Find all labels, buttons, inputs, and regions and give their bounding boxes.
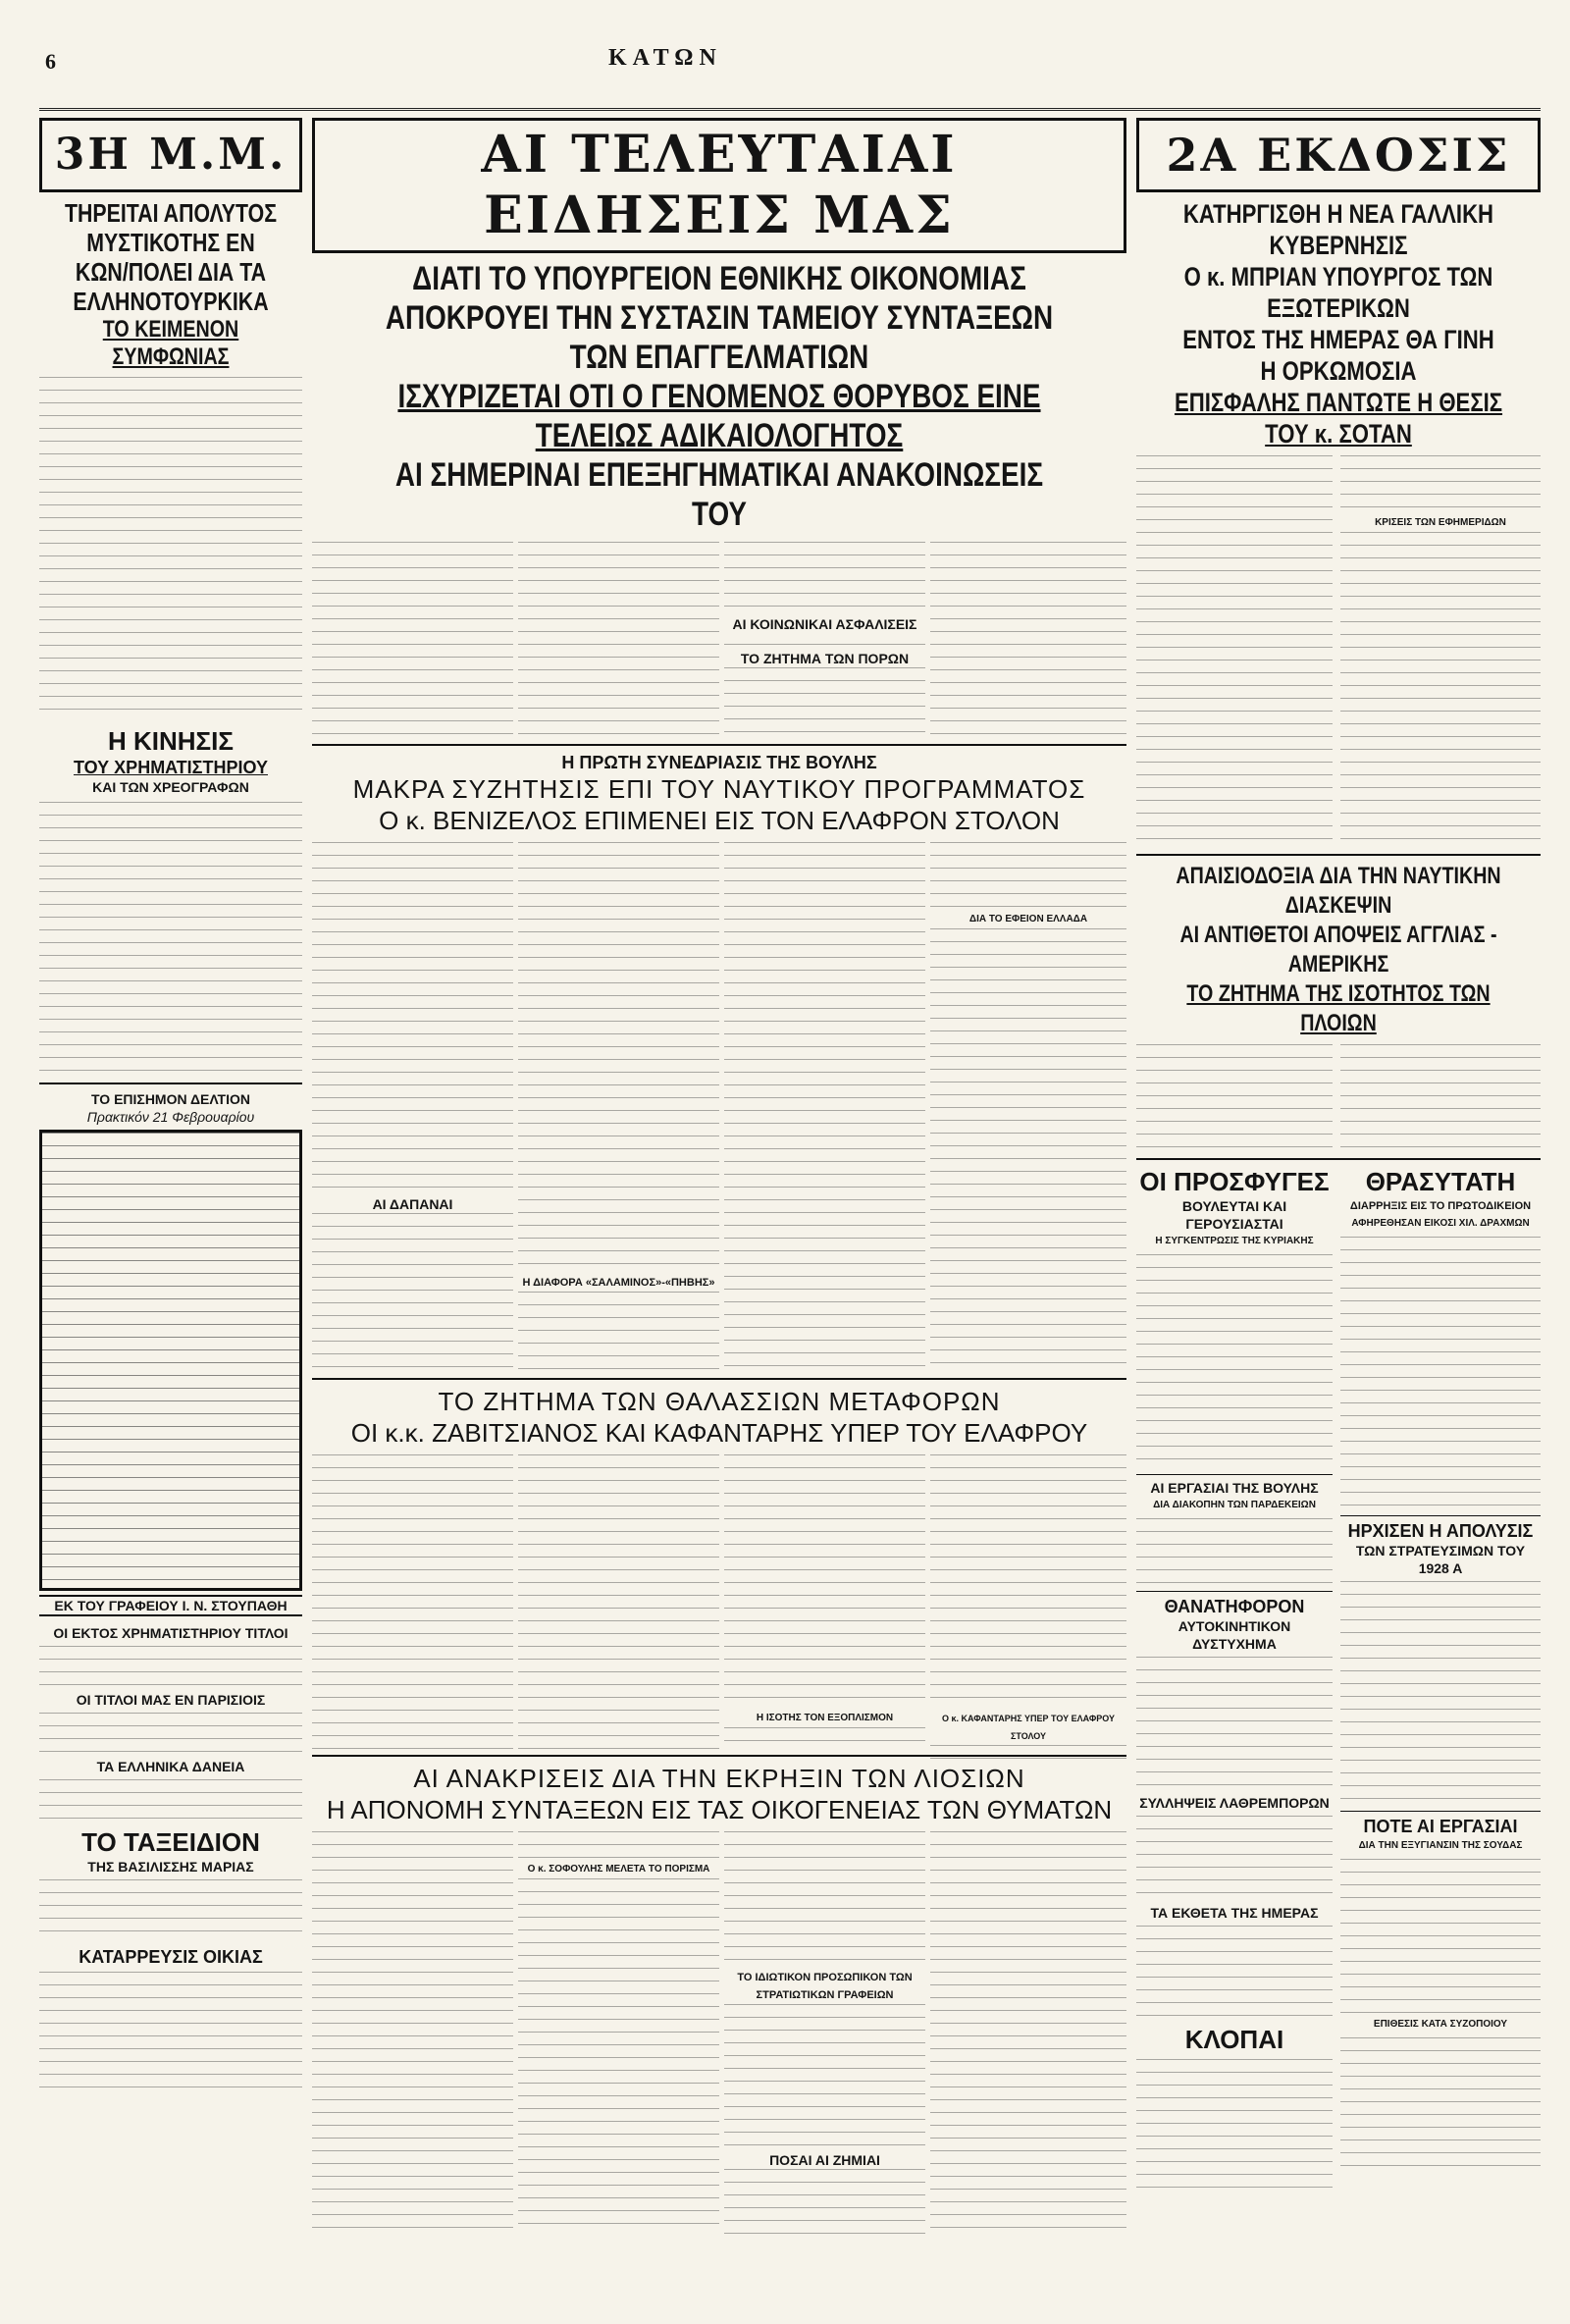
thanatiforon-heading: ΘΑΝΑΤΗΦΟΡΟΝ: [1164, 1597, 1305, 1616]
prosfyges-subheading: ΒΟΥΛΕΥΤΑΙ ΚΑΙ ΓΕΡΟΥΣΙΑΣΤΑΙ: [1181, 1198, 1287, 1232]
naftiki-headline-2: ΑΙ ΑΝΤΙΘΕΤΟΙ ΑΠΟΨΕΙΣ ΑΓΓΛΙΑΣ - ΑΜΕΡΙΚΗΣ: [1179, 922, 1497, 977]
asfaliseis-subheading: ΑΙ ΚΟΙΝΩΝΙΚΑΙ ΑΣΦΑΛΙΣΕΙΣ: [724, 615, 925, 633]
thrasytati-subheading: ΔΙΑΡΡΗΞΙΣ ΕΙΣ ΤΟ ΠΡΩΤΟΔΙΚΕΙΟΝ: [1349, 1200, 1532, 1212]
vouli-headline-2: Ο κ. ΒΕΝΙΖΕΛΟΣ ΕΠΙΜΕΝΕΙ ΕΙΣ ΤΟΝ ΕΛΑΦΡΟΝ ΣΤΟΛΟΝ: [379, 806, 1060, 835]
anakriseis-headline-2: Η ΑΠΟΝΟΜΗ ΣΥΝΤΑΞΕΩΝ ΕΙΣ ΤΑΣ ΟΙΚΟΓΕΝΕΙΑΣ ΤΩΝ ΘΥΜΑΤΩΝ: [326, 1795, 1113, 1824]
posai-heading: ΠΟΣΑΙ ΑΙ ΖΗΜΙΑΙ: [769, 2152, 880, 2168]
katarreusis-text: [39, 1972, 302, 2099]
vouli-article: [312, 842, 1126, 1372]
apolysis-heading: ΗΡΧΙΣΕΝ Η ΑΠΟΛΥΣΙΣ: [1347, 1521, 1534, 1541]
center-headline-2: ΑΠΟΚΡΟΥΕΙ ΤΗΝ ΣΥΣΤΑΣΙΝ ΤΑΜΕΙΟΥ ΣΥΝΤΑΞΕΩΝ ΤΩΝ ΕΠΑΓΓΕΛΜΑΤΙΩΝ: [385, 299, 1054, 376]
left-article-text: [39, 377, 302, 715]
prosfyges-heading: ΟΙ ΠΡΟΣΦΥΓΕΣ: [1139, 1167, 1330, 1196]
thalassion-headline-2: ΟΙ κ.κ. ΖΑΒΙΤΣΙΑΝΟΣ ΚΑΙ ΚΑΦΑΝΤΑΡΗΣ ΥΠΕΡ ΤΟΥ ΕΛΑΦΡΟΥ: [350, 1418, 1088, 1448]
ektos-text: [39, 1646, 302, 1685]
center-headline-3: ΙΣΧΥΡΙΖΕΤΑΙ ΟΤΙ Ο ΓΕΝΟΜΕΝΟΣ ΘΟΡΥΒΟΣ ΕΙΝΕ ΤΕΛΕΙΩΣ ΑΔΙΚΑΙΟΛΟΓΗΤΟΣ: [397, 378, 1041, 454]
epithesis-heading: ΕΠΙΘΕΣΙΣ ΚΑΤΑ ΣΥΖΟΠΟΙΟΥ: [1373, 2019, 1508, 2030]
exoplismos-heading: Η ΙΣΟΤΗΣ ΤΟΝ ΕΞΟΠΛΙΣΜΟΝ: [756, 1713, 894, 1723]
anakriseis-headline-1: ΑΙ ΑΝΑΚΡΙΣΕΙΣ ΔΙΑ ΤΗΝ ΕΚΡΗΞΙΝ ΤΩΝ ΛΙΟΣΙΩΝ: [413, 1764, 1025, 1793]
pote-heading: ΠΟΤΕ ΑΙ ΕΡΓΑΣΙΑΙ: [1363, 1817, 1518, 1836]
ekthesis-heading: ΤΑ ΕΚΘΕΤΑ ΤΗΣ ΗΜΕΡΑΣ: [1150, 1905, 1319, 1921]
klopai-heading: ΚΛΟΠΑΙ: [1184, 2025, 1284, 2054]
thrasytati-subheading-2: ΑΦΗΡΕΘΗΣΑΝ ΕΙΚΟΣΙ ΧΙΛ. ΔΡΑΧΜΩΝ: [1351, 1218, 1530, 1229]
page-number: 6: [45, 49, 56, 74]
thanatiforon-subheading: ΑΥΤΟΚΙΝΗΤΙΚΟΝ ΔΥΣΤΥΧΗΜΑ: [1178, 1618, 1291, 1652]
right-headline-3: ΕΝΤΟΣ ΤΗΣ ΗΜΕΡΑΣ ΘΑ ΓΙΝΗ Η ΟΡΚΩΜΟΣΙΑ: [1182, 325, 1494, 386]
diafora-heading: Η ΔΙΑΦΟΡΑ «ΣΑΛΑΜΙΝΟΣ»-«ΠΗΒΗΣ»: [522, 1277, 715, 1289]
stoupathi-label: ΕΚ ΤΟΥ ΓΡΑΦΕΙΟΥ Ι. Ν. ΣΤΟΥΠΑΘΗ: [39, 1595, 302, 1616]
center-headline-4: ΑΙ ΣΗΜΕΡΙΝΑΙ ΕΠΕΞΗΓΗΜΑΤΙΚΑΙ ΑΝΑΚΟΙΝΩΣΕΙΣ ΤΟΥ: [394, 456, 1044, 533]
thalassion-article: [312, 1454, 1126, 1749]
right-headline-4: ΕΠΙΣΦΑΛΗΣ ΠΑΝΤΩΤΕ Η ΘΕΣΙΣ ΤΟΥ κ. ΣΟΤΑΝ: [1174, 388, 1503, 449]
syllipseis-heading: ΣΥΛΛΗΨΕΙΣ ΛΑΘΡΕΜΠΟΡΩΝ: [1139, 1795, 1330, 1811]
masthead: ΚΑΤΩΝ: [608, 45, 722, 71]
naftiki-headline-1: ΑΠΑΙΣΙΟΔΟΞΙΑ ΔΙΑ ΤΗΝ ΝΑΥΤΙΚΗΝ ΔΙΑΣΚΕΨΙΝ: [1176, 863, 1501, 919]
prosfyges-subheading-2: Η ΣΥΓΚΕΝΤΡΩΣΙΣ ΤΗΣ ΚΥΡΙΑΚΗΣ: [1155, 1236, 1314, 1246]
left-column: [39, 118, 302, 2277]
oikonomia-article: [312, 542, 1126, 738]
taxeidion-text: [39, 1879, 302, 1938]
center-banner: ΑΙ ΤΕΛΕΥΤΑΙΑΙ ΕΙΔΗΣΕΙΣ ΜΑΣ: [312, 118, 1126, 253]
ektos-heading: ΟΙ ΕΚΤΟΣ ΧΡΗΜΑΤΙΣΤΗΡΙΟΥ ΤΙΤΛΟΙ: [53, 1625, 288, 1641]
deltion-date: Πρακτικόν 21 Φεβρουαρίου: [86, 1109, 255, 1125]
dapanai-heading: ΑΙ ΔΑΠΑΝΑΙ: [372, 1196, 453, 1212]
xreografon-heading: ΚΑΙ ΤΩΝ ΧΡΕΟΓΡΑΦΩΝ: [92, 779, 249, 795]
vouli-headline-1: ΜΑΚΡΑ ΣΥΖΗΤΗΣΙΣ ΕΠΙ ΤΟΥ ΝΑΥΤΙΚΟΥ ΠΡΟΓΡΑΜΜΑΤΟΣ: [352, 774, 1086, 804]
thrasytati-heading: ΘΡΑΣΥΤΑΤΗ: [1365, 1167, 1516, 1196]
galliki-article: [1136, 455, 1541, 848]
pote-subheading: ΔΙΑ ΤΗΝ ΕΞΥΓΙΑΝΣΙΝ ΤΗΣ ΣΟΥΔΑΣ: [1358, 1840, 1523, 1851]
xrimatistiriou-heading: ΤΟΥ ΧΡΗΜΑΤΙΣΤΗΡΙΟΥ: [74, 758, 268, 777]
thalassion-headline-1: ΤΟ ΖΗΤΗΜΑ ΤΩΝ ΘΑΛΑΣΣΙΩΝ ΜΕΤΑΦΟΡΩΝ: [438, 1387, 1001, 1416]
right-lower-section: [1136, 1166, 1541, 2324]
edition-label-left: 3Η Μ.Μ.: [39, 118, 302, 192]
top-bar: [39, 39, 1541, 111]
right-headline-1: ΚΑΤΗΡΓΙΣΘΗ Η ΝΕΑ ΓΑΛΛΙΚΗ ΚΥΒΕΡΝΗΣΙΣ: [1182, 199, 1494, 260]
katarreusis-heading: ΚΑΤΑΡΡΕΥΣΙΣ ΟΙΚΙΑΣ: [78, 1947, 263, 1967]
stock-table: [39, 1130, 302, 1591]
left-headline: ΤΗΡΕΙΤΑΙ ΑΠΟΛΥΤΟΣ ΜΥΣΤΙΚΟΤΗΣ ΕΝ ΚΩΝ/ΠΟΛΕΙ ΔΙΑ ΤΑ ΕΛΛΗΝΟΤΟΥΡΚΙΚΑ: [64, 198, 277, 316]
idiotikon-heading: ΤΟ ΙΔΙΩΤΙΚΟΝ ΠΡΟΣΩΠΙΚΟΝ ΤΩΝ ΣΤΡΑΤΙΩΤΙΚΩΝ ΓΡΑΦΕΙΩΝ: [737, 1972, 913, 2001]
ellada-heading: ΔΙΑ ΤΟ ΕΦΕΙΟΝ ΕΛΛΑΔΑ: [968, 914, 1088, 924]
deltion-heading: ΤΟ ΕΠΙΣΗΜΟΝ ΔΕΛΤΙΟΝ: [91, 1091, 250, 1107]
taxeidion-subheading: ΤΗΣ ΒΑΣΙΛΙΣΣΗΣ ΜΑΡΙΑΣ: [87, 1859, 254, 1875]
edition-label-right: 2Α ΕΚΔΟΣΙΣ: [1136, 118, 1541, 192]
center-headline-1: ΔΙΑΤΙ ΤΟ ΥΠΟΥΡΓΕΙΟΝ ΕΘΝΙΚΗΣ ΟΙΚΟΝΟΜΙΑΣ: [412, 260, 1026, 297]
vouli-kicker: Η ΠΡΩΤΗ ΣΥΝΕΔΡΙΑΣΙΣ ΤΗΣ ΒΟΥΛΗΣ: [561, 753, 877, 772]
taxeidion-heading: ΤΟ ΤΑΞΕΙΔΙΟΝ: [81, 1827, 260, 1857]
center-column: [312, 118, 1126, 2277]
right-headline-2: Ο κ. ΜΠΡΙΑΝ ΥΠΟΥΡΓΟΣ ΤΩΝ ΕΞΩΤΕΡΙΚΩΝ: [1183, 262, 1493, 323]
daneia-heading: ΤΑ ΕΛΛΗΝΙΚΑ ΔΑΝΕΙΑ: [96, 1759, 245, 1774]
kriseis-heading: ΚΡΙΣΕΙΣ ΤΩΝ ΕΦΗΜΕΡΙΔΩΝ: [1375, 517, 1506, 528]
newspaper-page: [39, 39, 1541, 2277]
right-column: [1136, 118, 1541, 2277]
daneia-text: [39, 1779, 302, 1819]
kafantaris-heading: Ο κ. ΚΑΦΑΝΤΑΡΗΣ ΥΠΕΡ ΤΟΥ ΕΛΑΦΡΟΥ ΣΤΟΛΟΥ: [942, 1714, 1115, 1741]
poron-subheading: ΤΟ ΖΗΤΗΜΑ ΤΩΝ ΠΟΡΩΝ: [740, 651, 910, 666]
sofoulis-heading: Ο κ. ΣΟΦΟΥΛΗΣ ΜΕΛΕΤΑ ΤΟ ΠΟΡΙΣΜΑ: [527, 1864, 710, 1875]
apolysis-subheading: ΤΩΝ ΣΤΡΑΤΕΥΣΙΜΩΝ ΤΟΥ 1928 Α: [1355, 1543, 1526, 1576]
titloi-text: [39, 1713, 302, 1752]
ergasiai-subheading: ΔΙΑ ΔΙΑΚΟΠΗΝ ΤΩΝ ΠΑΡΔΕΚΕΙΩΝ: [1153, 1500, 1316, 1510]
market-article-text: [39, 802, 302, 1077]
left-subheadline: ΤΟ ΚΕΙΜΕΝΟΝ ΣΥΜΦΩΝΙΑΣ: [102, 316, 239, 370]
titloi-heading: ΟΙ ΤΙΤΛΟΙ ΜΑΣ ΕΝ ΠΑΡΙΣΙΟΙΣ: [76, 1692, 266, 1708]
naftiki-article: [1136, 1044, 1541, 1152]
naftiki-headline-3: ΤΟ ΖΗΤΗΜΑ ΤΗΣ ΙΣΟΤΗΤΟΣ ΤΩΝ ΠΛΟΙΩΝ: [1186, 980, 1491, 1036]
anakriseis-article: [312, 1831, 1126, 2234]
kinisis-heading: Η ΚΙΝΗΣΙΣ: [108, 726, 234, 756]
ergasiai-heading: ΑΙ ΕΡΓΑΣΙΑΙ ΤΗΣ ΒΟΥΛΗΣ: [1150, 1480, 1319, 1496]
